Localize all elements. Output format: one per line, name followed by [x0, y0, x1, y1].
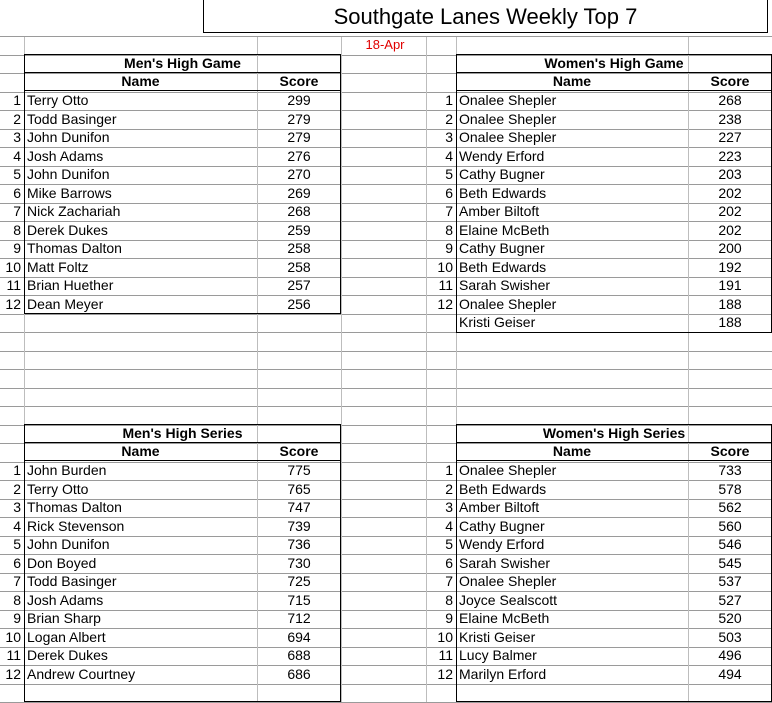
bowler-name-cell: Derek Dukes — [27, 222, 108, 238]
bowler-name-cell: Cathy Bugner — [459, 240, 545, 256]
score-cell: 200 — [718, 240, 742, 256]
score-cell: 712 — [287, 610, 311, 626]
rank-cell: 4 — [445, 148, 453, 164]
grid-column-line — [341, 37, 342, 702]
rank-cell: 6 — [13, 555, 21, 571]
bowler-name-cell: Onalee Shepler — [459, 462, 557, 478]
score-cell: 725 — [287, 573, 311, 589]
bowler-name-cell: Nick Zachariah — [27, 203, 121, 219]
rank-cell: 12 — [5, 666, 21, 682]
rank-cell: 1 — [445, 92, 453, 108]
bowler-name-cell: Brian Huether — [27, 277, 114, 293]
score-cell: 496 — [718, 647, 742, 663]
bowler-name-cell: John Dunifon — [27, 536, 110, 552]
womens-high-series-name-header: Name — [552, 443, 592, 459]
score-cell: 545 — [718, 555, 742, 571]
rank-cell: 4 — [13, 518, 21, 534]
rank-cell: 2 — [13, 481, 21, 497]
mens-high-game-score-header: Score — [279, 73, 319, 89]
bowler-name-cell: Thomas Dalton — [27, 240, 122, 256]
grid-column-line — [426, 37, 427, 702]
mens-high-game-heading: Men's High Game — [124, 55, 241, 71]
rank-cell: 5 — [445, 166, 453, 182]
score-cell: 562 — [718, 499, 742, 515]
rank-cell: 6 — [445, 185, 453, 201]
score-cell: 686 — [287, 666, 311, 682]
score-cell: 560 — [718, 518, 742, 534]
score-cell: 537 — [718, 573, 742, 589]
womens-high-game-name-header: Name — [552, 73, 592, 89]
rank-cell: 7 — [13, 573, 21, 589]
bowler-name-cell: Kristi Geiser — [459, 629, 536, 645]
bowler-name-cell: Wendy Erford — [459, 148, 545, 164]
mens-high-game-name-header: Name — [121, 73, 160, 89]
rank-cell: 11 — [6, 277, 21, 293]
rank-cell: 2 — [445, 111, 453, 127]
bowler-name-cell: Onalee Shepler — [459, 111, 557, 127]
rank-cell: 11 — [6, 647, 21, 663]
mens-high-series-heading: Men's High Series — [122, 425, 243, 441]
score-cell: 546 — [718, 536, 742, 552]
score-cell: 520 — [718, 610, 742, 626]
womens-high-game-score-header: Score — [710, 73, 750, 89]
score-cell: 203 — [718, 166, 742, 182]
rank-cell: 2 — [13, 111, 21, 127]
bowler-name-cell: Sarah Swisher — [459, 277, 551, 293]
bowler-name-cell: Marilyn Erford — [459, 666, 547, 682]
score-cell: 736 — [287, 536, 311, 552]
womens-high-series-score-header: Score — [710, 443, 750, 459]
rank-cell: 6 — [13, 185, 21, 201]
bowler-name-cell: Cathy Bugner — [459, 518, 545, 534]
rank-cell: 8 — [445, 222, 453, 238]
bowler-name-cell: Joyce Sealscott — [459, 592, 558, 608]
mens-high-series-score-header: Score — [279, 443, 319, 459]
bowler-name-cell: Josh Adams — [27, 148, 104, 164]
score-cell: 494 — [718, 666, 742, 682]
bowler-name-cell: Sarah Swisher — [459, 555, 551, 571]
score-cell: 527 — [718, 592, 742, 608]
score-cell: 688 — [287, 647, 311, 663]
womens-high-game-heading: Women's High Game — [544, 55, 684, 71]
score-cell: 188 — [718, 296, 742, 312]
score-cell: 279 — [287, 111, 311, 127]
bowler-name-cell: Beth Edwards — [459, 481, 547, 497]
bowler-name-cell: Onalee Shepler — [459, 573, 557, 589]
score-cell: 268 — [287, 203, 311, 219]
bowler-name-cell: Wendy Erford — [459, 536, 545, 552]
bowler-name-cell: Matt Foltz — [27, 259, 89, 275]
womens-high-series-heading: Women's High Series — [542, 425, 686, 441]
score-cell: 256 — [287, 296, 311, 312]
bowler-name-cell: Josh Adams — [27, 592, 104, 608]
sheet-title: Southgate Lanes Weekly Top 7 — [203, 0, 768, 33]
rank-cell: 10 — [5, 259, 21, 275]
rank-cell: 9 — [13, 610, 21, 626]
bowler-name-cell: Mike Barrows — [27, 185, 112, 201]
bowler-name-cell: Brian Sharp — [27, 610, 101, 626]
bowler-name-cell: Elaine McBeth — [459, 222, 550, 238]
score-cell: 192 — [718, 259, 742, 275]
rank-cell: 11 — [438, 647, 453, 663]
rank-cell: 10 — [5, 629, 21, 645]
rank-cell: 5 — [445, 536, 453, 552]
rank-cell: 11 — [438, 277, 453, 293]
rank-cell: 1 — [445, 462, 453, 478]
score-cell: 730 — [287, 555, 311, 571]
score-cell: 202 — [718, 185, 742, 201]
bowler-name-cell: Derek Dukes — [27, 647, 108, 663]
bowler-name-cell: Amber Biltoft — [459, 203, 540, 219]
rank-cell: 8 — [13, 222, 21, 238]
rank-cell: 7 — [445, 203, 453, 219]
score-cell: 258 — [287, 259, 311, 275]
score-cell: 202 — [718, 222, 742, 238]
rank-cell: 7 — [13, 203, 21, 219]
score-cell: 227 — [718, 129, 742, 145]
score-cell: 578 — [718, 481, 742, 497]
rank-cell: 3 — [445, 499, 453, 515]
rank-cell: 3 — [13, 129, 21, 145]
bowler-name-cell: Beth Edwards — [459, 185, 547, 201]
bowler-name-cell: Kristi Geiser — [459, 314, 536, 330]
bowler-name-cell: Cathy Bugner — [459, 166, 545, 182]
rank-cell: 1 — [13, 462, 21, 478]
score-cell: 747 — [287, 499, 311, 515]
bowler-name-cell: Beth Edwards — [459, 259, 547, 275]
bowler-name-cell: Andrew Courtney — [27, 666, 136, 682]
grid-row-line — [0, 369, 772, 370]
rank-cell: 9 — [13, 240, 21, 256]
grid-row-line — [0, 388, 772, 389]
rank-cell: 1 — [13, 92, 21, 108]
score-cell: 257 — [287, 277, 311, 293]
rank-cell: 10 — [437, 629, 453, 645]
bowler-name-cell: John Burden — [27, 462, 107, 478]
bowler-name-cell: John Dunifon — [27, 129, 110, 145]
score-cell: 268 — [718, 92, 742, 108]
score-cell: 259 — [287, 222, 311, 238]
grid-row-line — [0, 351, 772, 352]
bowler-name-cell: Logan Albert — [27, 629, 106, 645]
bowler-name-cell: Dean Meyer — [27, 296, 104, 312]
rank-cell: 9 — [445, 240, 453, 256]
score-cell: 238 — [718, 111, 742, 127]
score-cell: 694 — [287, 629, 311, 645]
bowler-name-cell: Lucy Balmer — [459, 647, 537, 663]
bowler-name-cell: Onalee Shepler — [459, 92, 557, 108]
rank-cell: 10 — [437, 259, 453, 275]
bowler-name-cell: Terry Otto — [27, 92, 89, 108]
rank-cell: 12 — [5, 296, 21, 312]
rank-cell: 3 — [13, 499, 21, 515]
bowler-name-cell: Amber Biltoft — [459, 499, 540, 515]
bowler-name-cell: Rick Stevenson — [27, 518, 125, 534]
week-date: 18-Apr — [365, 37, 405, 52]
score-cell: 279 — [287, 129, 311, 145]
score-cell: 299 — [287, 92, 311, 108]
rank-cell: 8 — [445, 592, 453, 608]
grid-row-line — [0, 406, 772, 407]
score-cell: 270 — [287, 166, 311, 182]
mens-high-series-name-header: Name — [121, 443, 160, 459]
bowler-name-cell: Elaine McBeth — [459, 610, 550, 626]
score-cell: 258 — [287, 240, 311, 256]
rank-cell: 7 — [445, 573, 453, 589]
score-cell: 775 — [287, 462, 311, 478]
bowler-name-cell: Don Boyed — [27, 555, 97, 571]
bowler-name-cell: Onalee Shepler — [459, 296, 557, 312]
rank-cell: 12 — [437, 296, 453, 312]
rank-cell: 4 — [445, 518, 453, 534]
score-cell: 269 — [287, 185, 311, 201]
rank-cell: 2 — [445, 481, 453, 497]
score-cell: 765 — [287, 481, 311, 497]
bowler-name-cell: Thomas Dalton — [27, 499, 122, 515]
score-cell: 202 — [718, 203, 742, 219]
rank-cell: 4 — [13, 148, 21, 164]
rank-cell: 5 — [13, 536, 21, 552]
bowler-name-cell: Todd Basinger — [27, 573, 117, 589]
rank-cell: 5 — [13, 166, 21, 182]
score-cell: 715 — [287, 592, 311, 608]
score-cell: 733 — [718, 462, 742, 478]
rank-cell: 8 — [13, 592, 21, 608]
rank-cell: 6 — [445, 555, 453, 571]
rank-cell — [432, 313, 456, 331]
rank-cell: 9 — [445, 610, 453, 626]
rank-cell: 3 — [445, 129, 453, 145]
bowler-name-cell: Terry Otto — [27, 481, 89, 497]
rank-cell: 12 — [437, 666, 453, 682]
score-cell: 191 — [718, 277, 742, 293]
score-cell: 223 — [718, 148, 742, 164]
score-cell: 503 — [718, 629, 742, 645]
score-cell: 188 — [718, 314, 742, 330]
score-cell: 739 — [287, 518, 311, 534]
score-cell: 276 — [287, 148, 311, 164]
bowler-name-cell: Todd Basinger — [27, 111, 117, 127]
bowler-name-cell: John Dunifon — [27, 166, 110, 182]
bowler-name-cell: Onalee Shepler — [459, 129, 557, 145]
